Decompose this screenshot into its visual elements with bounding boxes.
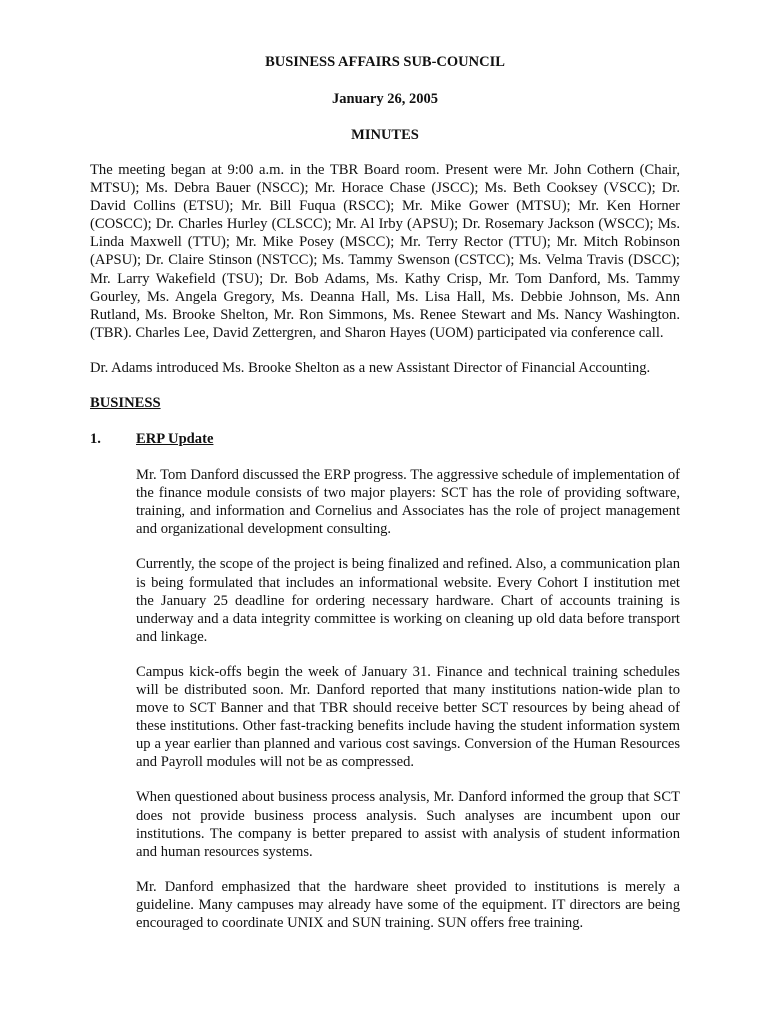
erp-paragraph-5: Mr. Danford emphasized that the hardware sheet provided to institutions is merely a guideline. Many campuses may already have some of the equipment. IT directors are being encouraged to coordinate UNIX and SUN training. SUN offers free training. <box>136 878 680 931</box>
erp-paragraph-1: Mr. Tom Danford discussed the ERP progress. The aggressive schedule of implementation of the finance module consists of two major players: SCT has the role of providing software, training, and information and Cornelius and Associates has the role of project management and organizational development consulting. <box>136 467 680 538</box>
document-subtitle: MINUTES <box>351 127 419 143</box>
meeting-date: January 26, 2005 <box>332 91 438 107</box>
agenda-item-number: 1. <box>90 431 101 448</box>
erp-paragraph-2: Currently, the scope of the project is being finalized and refined. Also, a communication plan is being formulated that includes an informational website. Every Cohort I institution met the January 25 deadline for ordering necessary hardware. Chart of accounts training is underway and a data integrity committee is working on cleaning up old data before transport and linkage. <box>136 556 680 645</box>
agenda-item-title: ERP Update <box>136 431 214 448</box>
erp-paragraph-4: When questioned about business process analysis, Mr. Danford informed the group that SCT does not provide business process analysis. Such analyses are incumbent upon our institutions. The company is better prepared to assist with analysis of student information and human resources systems. <box>136 789 680 860</box>
agenda-item-heading <box>90 430 680 448</box>
introduction-paragraph: Dr. Adams introduced Ms. Brooke Shelton as a new Assistant Director of Financial Accounting. <box>90 359 651 376</box>
section-heading-business: BUSINESS <box>90 395 161 412</box>
document-title: BUSINESS AFFAIRS SUB-COUNCIL <box>265 54 505 70</box>
erp-paragraph-3: Campus kick-offs begin the week of January 31. Finance and technical training schedules will be distributed soon. Mr. Danford reported that many institutions nation-wide plan to move to SCT Banner and that TBR should receive better SCT resources by being ahead of these institutions. Other fast-tracking benefits include having the student information system up a year earlier than planned and various cost savings. Conversion of the Human Resources and Payroll modules will not be as compressed. <box>136 663 680 771</box>
attendance-paragraph: The meeting began at 9:00 a.m. in the TBR Board room. Present were Mr. John Cothern (Chair, MTSU); Ms. Debra Bauer (NSCC); Mr. Horace Chase (JSCC); Ms. Beth Cooksey (VSCC); Dr. David Collins (ETSU); Mr. Bill Fuqua (RSCC); Mr. Mike Gower (MTSU); Mr. Ken Horner (COSCC); Dr. Charles Hurley (CLSCC); Mr. Al Irby (APSU); Dr. Rosemary Jackson (WSCC); Ms. Linda Maxwell (TTU); Mr. Mike Posey (MSCC); Mr. Terry Rector (TTU); Mr. Mitch Robinson (APSU); Dr. Claire Stinson (NSTCC); Ms. Tammy Swenson (CSTCC); Ms. Velma Travis (DSCC); Mr. Larry Wakefield (TSU); Dr. Bob Adams, Ms. Kathy Crisp, Mr. Tom Danford, Ms. Tammy Gourley, Ms. Angela Gregory, Ms. Deanna Hall, Ms. Lisa Hall, Ms. Debbie Johnson, Ms. Ann Rutland, Ms. Brooke Shelton, Mr. Ron Simmons, Ms. Renee Stewart and Ms. Nancy Washington. (TBR). Charles Lee, David Zettergren, and Sharon Hayes (UOM) participated via conference call. <box>90 162 680 341</box>
